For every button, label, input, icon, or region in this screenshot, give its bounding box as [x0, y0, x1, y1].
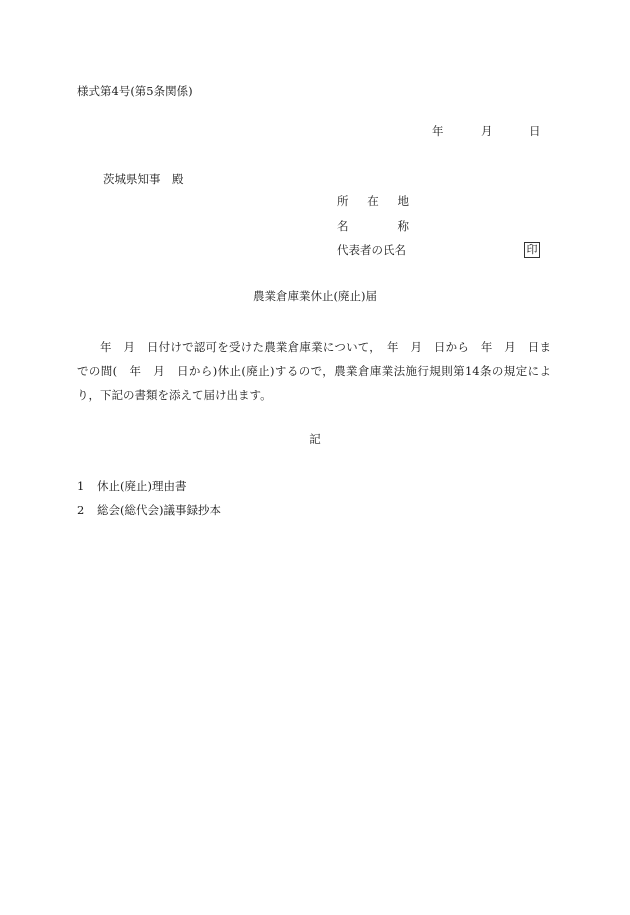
date-year: 年 — [432, 124, 444, 138]
address-label — [337, 196, 409, 208]
address-label-text: 所在地 — [337, 194, 409, 208]
date-month: 月 — [481, 124, 493, 138]
body-paragraph: 年 月 日付けで認可を受けた農業倉庫業について， 年 月 日から 年 月 日までの間( 年 月 日から)休止(廃止)するので，農業倉庫業法施行規則第14条の規定により，下記の書類を添えて届け出ます。 — [77, 340, 551, 402]
attachment-number: 1 — [77, 479, 85, 493]
attachment-number: 2 — [77, 503, 85, 517]
name-label — [337, 221, 409, 233]
attachment-text: 総会(総代会)議事録抄本 — [97, 503, 221, 517]
addressee: 茨城県知事 殿 — [103, 172, 184, 186]
attachment-item — [77, 481, 186, 493]
date-day: 日 — [529, 124, 541, 138]
name-label-text: 名称 — [337, 219, 409, 233]
attachment-item — [77, 505, 221, 517]
representative-label: 代表者の氏名 — [337, 243, 406, 257]
document-title: 農業倉庫業休止(廃止)届 — [253, 289, 377, 303]
form-number: 様式第4号(第5条関係) — [77, 84, 193, 98]
ki-heading: 記 — [309, 432, 321, 446]
attachment-text: 休止(廃止)理由書 — [97, 479, 187, 493]
seal-mark: 印 — [524, 242, 540, 258]
